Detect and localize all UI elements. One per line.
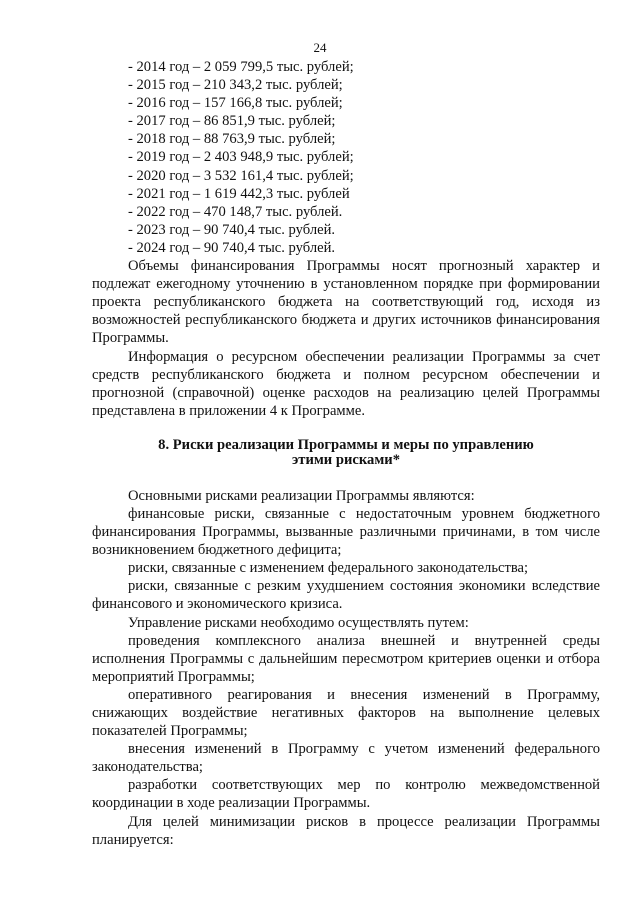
paragraph: внесения изменений в Программу с учетом изменений федерального законодательства; xyxy=(92,741,600,776)
paragraph: риски, связанные с резким ухудшением состояния экономики вследствие финансового и экономического кризиса. xyxy=(92,578,600,613)
list-item: - 2019 год – 2 403 948,9 тыс. рублей; xyxy=(128,149,354,166)
paragraph: Для целей минимизации рисков в процессе реализации Программы планируется: xyxy=(92,813,600,848)
list-item: - 2024 год – 90 740,4 тыс. рублей. xyxy=(128,239,336,256)
paragraph: Объемы финансирования Программы носят прогнозный характер и подлежат ежегодному уточнению в установленном порядке при формировании проекта республиканского бюджета на соответствующий год, исходя из возможностей республиканского бюджета и других источников финансирования Программы. xyxy=(92,258,600,347)
section-heading-line-2: этими рисками* xyxy=(291,451,400,468)
page-number: 24 xyxy=(313,40,327,55)
paragraph: Управление рисками необходимо осуществлять путем: xyxy=(128,614,469,631)
list-item: - 2017 год – 86 851,9 тыс. рублей; xyxy=(128,113,336,130)
list-item: - 2014 год – 2 059 799,5 тыс. рублей; xyxy=(128,59,354,75)
list-item: - 2021 год – 1 619 442,3 тыс. рублей xyxy=(128,185,350,202)
list-item: - 2015 год – 210 343,2 тыс. рублей; xyxy=(128,77,343,94)
list-item: - 2018 год – 88 763,9 тыс. рублей; xyxy=(128,131,336,148)
funding-by-year-list xyxy=(92,58,600,257)
paragraph: оперативного реагирования и внесения изменений в Программу, снижающих воздействие негативных факторов на выполнение целевых показателей Программы; xyxy=(92,686,600,740)
list-item: - 2023 год – 90 740,4 тыс. рублей. xyxy=(128,221,336,238)
section-heading xyxy=(92,438,600,468)
paragraph: Информация о ресурсном обеспечении реализации Программы за счет средств республиканского бюджета и полном ресурсном обеспечении и прогнозной (справочной) оценке расходов на реализацию целей Программы представлена в приложении 4 к Программе. xyxy=(92,348,600,419)
list-item: - 2022 год – 470 148,7 тыс. рублей. xyxy=(128,203,343,220)
paragraph: финансовые риски, связанные с недостаточным уровнем бюджетного финансирования Программы, вызванные различными причинами, в том числе возникновением бюджетного дефицита; xyxy=(92,505,600,559)
paragraph: разработки соответствующих мер по контролю межведомственной координации в ходе реализации Программы. xyxy=(92,777,600,812)
paragraph: риски, связанные с изменением федерального законодательства; xyxy=(128,560,529,577)
list-item: - 2020 год – 3 532 161,4 тыс. рублей; xyxy=(128,167,354,184)
paragraph: Основными рисками реализации Программы являются: xyxy=(128,487,475,504)
paragraph: проведения комплексного анализа внешней и внутренней среды исполнения Программы с дальнейшим пересмотром критериев оценки и отбора мероприятий Программы; xyxy=(92,632,600,685)
list-item: - 2016 год – 157 166,8 тыс. рублей; xyxy=(128,95,343,112)
page-content xyxy=(92,58,600,849)
section-heading-line-1: 8. Риски реализации Программы и меры по управлению xyxy=(158,436,534,453)
